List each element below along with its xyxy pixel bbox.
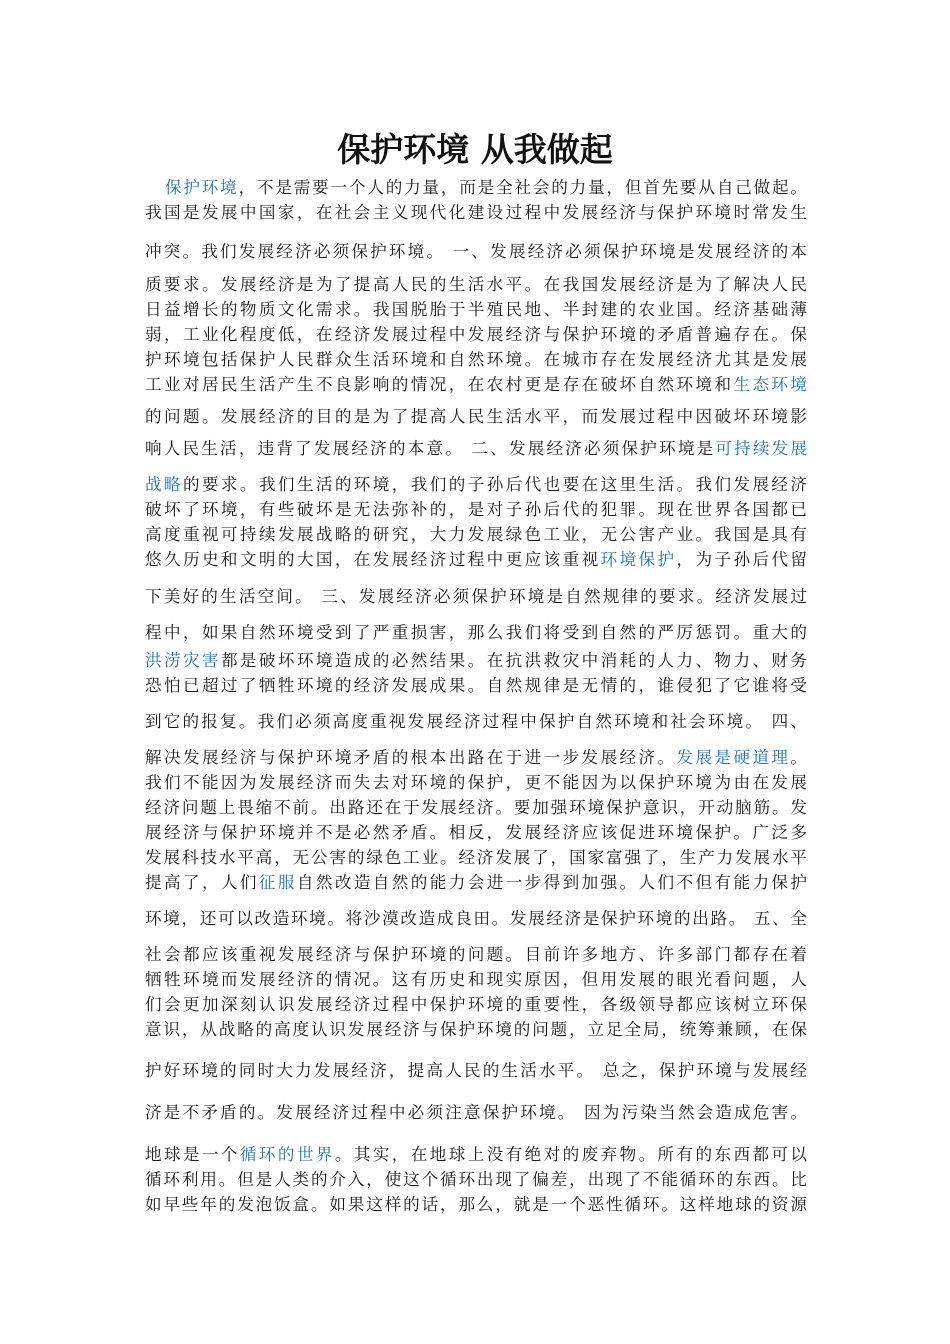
text-line xyxy=(145,709,807,735)
text-line xyxy=(145,239,807,265)
text-segment: ，为子孙后代留 xyxy=(676,550,807,569)
text-segment: 冲突。我们发展经济必须保护环境。 一、发展经济必须保护环境是发展经济的本 xyxy=(145,242,807,261)
inline-link[interactable]: 征服 xyxy=(258,873,297,892)
inline-link[interactable]: 可持续发展 xyxy=(715,439,807,458)
text-segment: 自然改造自然的能力会进一步得到加强。人们不但有能力保护 xyxy=(296,873,807,892)
text-segment: 到它的报复。我们必须高度重视发展经济过程中保护自然环境和社会环境。 四、 xyxy=(145,712,807,731)
text-segment: 社会都应该重视发展经济与保护环境的问题。目前许多地方、许多部门都存在着 xyxy=(145,945,807,964)
text-segment: 经济问题上畏缩不前。出路还在于发展经济。要加强环境保护意识，开动脑筋。发 xyxy=(145,798,807,817)
text-segment: 工业对居民生活产生不良影响的情况，在农村更是存在破坏自然环境和 xyxy=(145,375,734,394)
text-segment: ，不是需要一个人的力量，而是全社会的力量，但首先要从自己做起。 xyxy=(238,178,807,197)
text-line xyxy=(145,1192,807,1218)
page-title: 保护环境 从我做起 xyxy=(337,130,613,169)
text-segment: 提高了，人们 xyxy=(145,873,259,892)
text-segment: 程中，如果自然环境受到了严重损害，那么我们将受到自然的严厉惩罚。重大的 xyxy=(145,623,807,642)
inline-link[interactable]: 发展是硬道理 xyxy=(676,748,791,767)
text-line xyxy=(145,272,807,298)
text-segment: 如早些年的发泡饭盒。如果这样的话，那么，就是一个恶性循环。这样地球的资源 xyxy=(145,1195,807,1214)
text-segment: 日益增长的物质文化需求。我国脱胎于半殖民地、半封建的农业国。经济基础薄 xyxy=(145,300,807,319)
text-segment: 意识，从战略的高度认识发展经济与保护环境的问题，立足全局，统筹兼顾，在保 xyxy=(145,1020,807,1039)
text-line xyxy=(145,372,807,398)
inline-link[interactable]: 保护环境 xyxy=(165,178,239,197)
text-line xyxy=(145,584,807,610)
text-segment: 们会更加深刻认识发展经济过程中保护环境的重要性，各级领导都应该树立环保 xyxy=(145,995,807,1014)
text-segment: 。 xyxy=(790,748,807,767)
text-segment: 环境，还可以改造环境。将沙漠改造成良田。发展经济是保护环境的出路。 五、全 xyxy=(145,909,807,928)
text-line xyxy=(145,648,807,674)
text-segment: 恐怕已超过了牺牲环境的经济发展成果。自然规律是无情的，谁侵犯了它谁将受 xyxy=(145,676,807,695)
text-segment: 弱，工业化程度低，在经济发展过程中发展经济与保护环境的矛盾普遍存在。保 xyxy=(145,325,807,344)
text-segment: 悠久历史和文明的大国，在发展经济过程中更应该重视 xyxy=(145,550,601,569)
text-line xyxy=(145,1142,807,1168)
text-line xyxy=(145,906,807,932)
text-segment: 都是破坏环境造成的必然结果。在抗洪救灾中消耗的人力、物力、财务 xyxy=(220,651,807,670)
text-line xyxy=(145,795,807,821)
text-segment: 的问题。发展经济的目的是为了提高人民生活水平，而发展过程中因破坏环境影 xyxy=(145,407,807,426)
text-segment: 护好环境的同时大力发展经济，提高人民的生活水平。 总之，保护环境与发展经 xyxy=(145,1061,807,1080)
text-segment: 地球是一个 xyxy=(145,1145,240,1164)
inline-link[interactable]: 循环的世界 xyxy=(239,1145,335,1164)
text-segment: 展经济与保护环境并不是必然矛盾。相反，发展经济应该促进环境保护。广泛多 xyxy=(145,823,807,842)
text-line xyxy=(145,522,807,548)
text-segment: 破坏了环境，有些破坏是无法弥补的，是对子孙后代的犯罪。现在世界各国都已 xyxy=(145,500,807,519)
text-line xyxy=(145,322,807,348)
text-segment: 循环利用。但是人类的介入，使这个循环出现了偏差，出现了不能循环的东西。比 xyxy=(145,1170,807,1189)
text-line xyxy=(145,992,807,1018)
text-segment: 我国是发展中国家，在社会主义现代化建设过程中发展经济与保护环境时常发生 xyxy=(145,203,807,222)
text-line xyxy=(145,436,807,462)
text-segment: 。其实，在地球上没有绝对的废弃物。所有的东西都可以 xyxy=(334,1145,807,1164)
text-line xyxy=(145,942,807,968)
text-segment: 解决发展经济与保护环境矛盾的根本出路在于进一步发展经济。 xyxy=(145,748,677,767)
text-line xyxy=(145,1058,807,1084)
text-segment: 护环境包括保护人民群众生活环境和自然环境。在城市存在发展经济尤其是发展 xyxy=(145,350,807,369)
text-segment: 质要求。发展经济是为了提高人民的生活水平。在我国发展经济是为了解决人民 xyxy=(145,275,807,294)
text-line xyxy=(145,404,807,430)
text-line xyxy=(145,845,807,871)
text-line xyxy=(145,745,807,771)
text-line xyxy=(145,1167,807,1193)
text-line xyxy=(145,673,807,699)
text-line xyxy=(145,297,807,323)
text-line xyxy=(145,967,807,993)
text-line xyxy=(165,175,807,201)
text-line xyxy=(145,200,807,226)
text-line xyxy=(145,770,807,796)
inline-link[interactable]: 生态环境 xyxy=(733,375,807,394)
text-line xyxy=(145,1017,807,1043)
text-segment: 发展科技水平高，无公害的绿色工业。经济发展了，国家富强了，生产力发展水平 xyxy=(145,848,807,867)
text-segment: 牺牲环境而发展经济的情况。这有历史和现实原因，但用发展的眼光看问题，人 xyxy=(145,970,807,989)
inline-link[interactable]: 战略 xyxy=(145,475,183,494)
text-line xyxy=(145,620,807,646)
text-segment: 济是不矛盾的。发展经济过程中必须注意保护环境。 因为污染当然会造成危害。 xyxy=(145,1103,807,1122)
text-segment: 我们不能因为发展经济而失去对环境的保护，更不能因为以保护环境为由在发展 xyxy=(145,773,807,792)
text-line xyxy=(145,347,807,373)
text-segment: 响人民生活，违背了发展经济的本意。 二、发展经济必须保护环境是 xyxy=(145,439,716,458)
text-line xyxy=(145,547,807,573)
text-line xyxy=(145,820,807,846)
text-segment: 的要求。我们生活的环境，我们的子孙后代也要在这里生活。我们发展经济 xyxy=(182,475,807,494)
text-line xyxy=(145,1100,807,1126)
text-segment: 下美好的生活空间。 三、发展经济必须保护环境是自然规律的要求。经济发展过 xyxy=(145,587,807,606)
text-line xyxy=(145,870,807,896)
inline-link[interactable]: 洪涝灾害 xyxy=(145,651,221,670)
text-line xyxy=(145,472,807,498)
text-line xyxy=(145,497,807,523)
inline-link[interactable]: 环境保护 xyxy=(600,550,677,569)
text-segment: 高度重视可持续发展战略的研究，大力发展绿色工业，无公害产业。我国是具有 xyxy=(145,525,807,544)
